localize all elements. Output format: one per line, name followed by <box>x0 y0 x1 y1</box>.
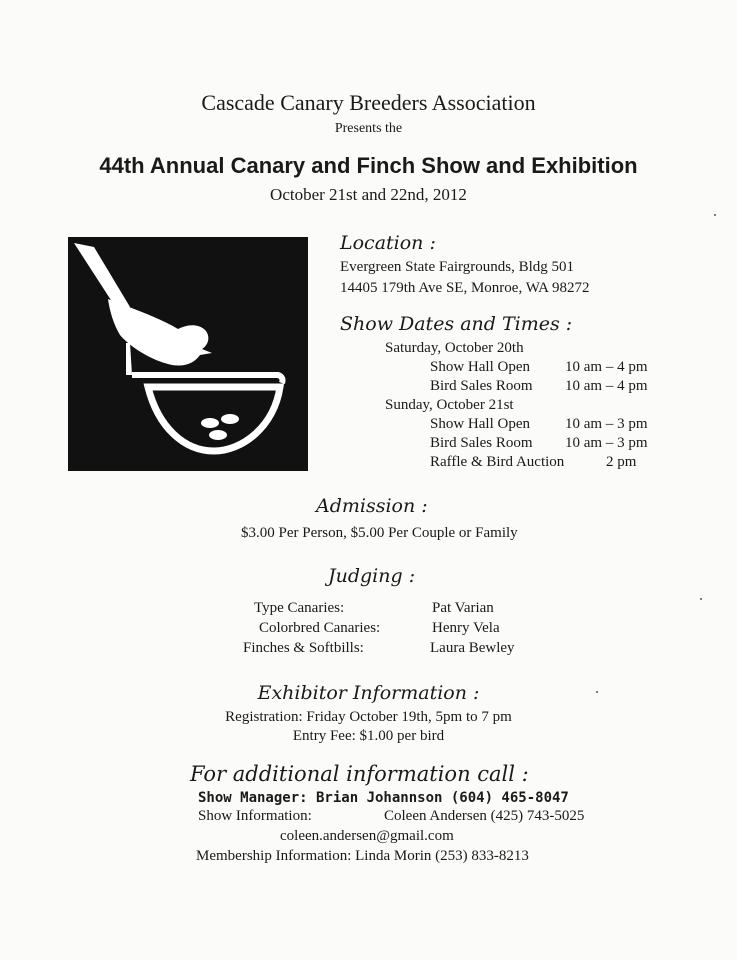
schedule-heading: Show Dates and Times : <box>340 313 573 335</box>
scan-speck <box>596 691 598 693</box>
judging-category: Colorbred Canaries: <box>259 620 381 636</box>
exhibitor-registration: Registration: Friday October 19th, 5pm to 7 pm <box>225 709 512 725</box>
judging-category: Type Canaries: <box>254 600 345 616</box>
admission-heading: Admission : <box>316 495 428 517</box>
schedule-item-label: Show Hall Open <box>430 416 530 432</box>
schedule-item-label: Bird Sales Room <box>430 378 533 394</box>
schedule-day-saturday: Saturday, October 20th <box>385 340 524 356</box>
judging-judge: Pat Varian <box>432 600 494 616</box>
location-venue: Evergreen State Fairgrounds, Bldg 501 <box>340 259 574 275</box>
organization-name: Cascade Canary Breeders Association <box>201 90 536 115</box>
schedule-item-label: Raffle & Bird Auction <box>430 454 565 470</box>
judging-judge: Henry Vela <box>432 620 500 636</box>
judging-category: Finches & Softbills: <box>243 640 364 656</box>
schedule-item-label: Bird Sales Room <box>430 435 533 451</box>
schedule-item-time: 10 am – 4 pm <box>565 378 648 394</box>
contact-email[interactable]: coleen.andersen@gmail.com <box>280 828 454 844</box>
judging-heading: Judging : <box>328 565 416 587</box>
show-info-label: Show Information: <box>198 808 312 824</box>
judging-judge: Laura Bewley <box>430 640 515 656</box>
schedule-item-time: 10 am – 3 pm <box>565 435 648 451</box>
scan-speck <box>714 214 716 216</box>
schedule-day-sunday: Sunday, October 21st <box>385 397 514 413</box>
event-dates: October 21st and 22nd, 2012 <box>270 185 467 204</box>
presents-text: Presents the <box>334 121 403 136</box>
schedule-item-time: 10 am – 4 pm <box>565 359 648 375</box>
membership-info: Membership Information: Linda Morin (253) 833-8213 <box>196 848 529 864</box>
location-address: 14405 179th Ave SE, Monroe, WA 98272 <box>340 280 590 296</box>
scan-speck <box>700 598 702 600</box>
schedule-item-time: 2 pm <box>606 454 637 470</box>
schedule-item-label: Show Hall Open <box>430 359 530 375</box>
event-title: 44th Annual Canary and Finch Show and Exhibition <box>99 153 638 178</box>
exhibitor-fee: Entry Fee: $1.00 per bird <box>292 728 445 744</box>
contact-heading: For additional information call : <box>190 762 529 786</box>
location-heading: Location : <box>340 232 436 254</box>
schedule-item-time: 10 am – 3 pm <box>565 416 648 432</box>
admission-prices: $3.00 Per Person, $5.00 Per Couple or Family <box>241 525 518 541</box>
show-manager: Show Manager: Brian Johannson (604) 465-8047 <box>198 790 569 806</box>
show-info-contact: Coleen Andersen (425) 743-5025 <box>384 808 585 824</box>
exhibitor-heading: Exhibitor Information : <box>257 682 480 704</box>
bird-drinking-bowl-icon <box>68 237 308 471</box>
